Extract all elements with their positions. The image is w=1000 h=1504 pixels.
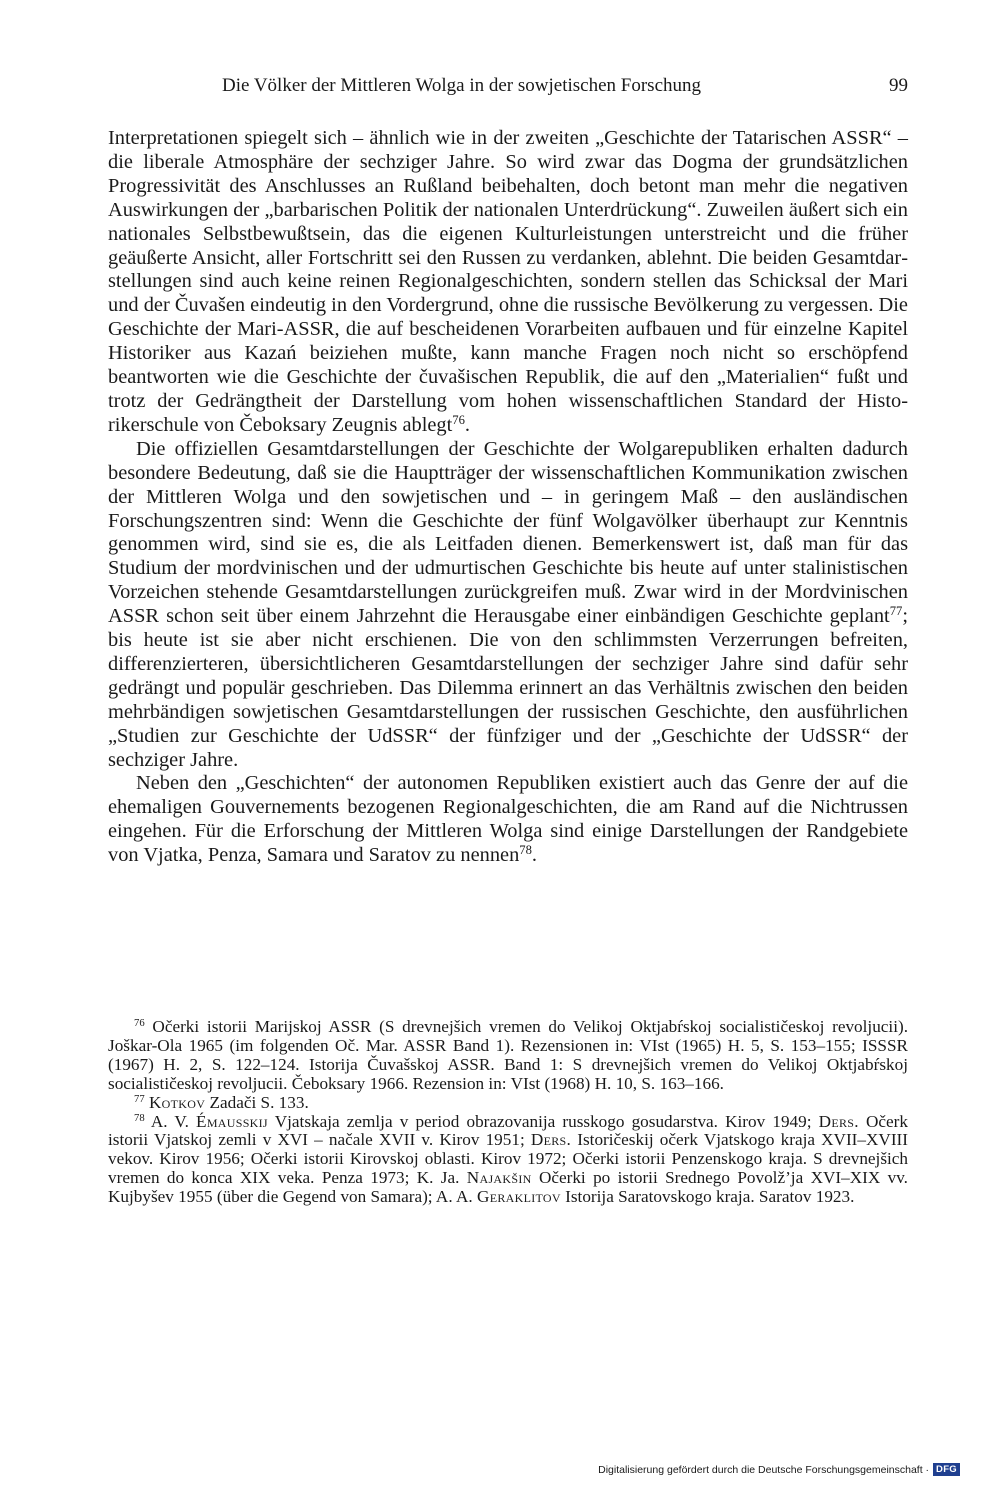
credit-text: Digitalisierung gefördert durch die Deutsche Forschungsgemeinschaft · (598, 1463, 930, 1476)
footnote-76 (108, 1018, 908, 1094)
footnote-number: 77 (134, 1093, 145, 1105)
paragraph-3-end: . (531, 844, 538, 867)
footnote-author: Ders. (530, 1130, 572, 1150)
footnote-text: Očerki po istorii Srednego Povolž’ja XVI–XIX vv. Kujbyšev 1955 (über die Gegend von Samara); A. A. (108, 1168, 908, 1207)
footnote-text: A. V. (150, 1111, 197, 1131)
running-title: Die Völker der Mittleren Wolga in der sowjetischen Forschung (222, 75, 701, 96)
paragraph-2 (108, 438, 908, 773)
footnote-text: Očerki istorii Marijskoj ASSR (S drevnejšich vremen do Velikoj Oktjabŕskoj socialističeskoj revoljucii). Joškar-Ola 1965 (im folgenden Oč. Mar. ASSR Band 1). Rezensionen in: VIst (1965) H. 5, S. 153–155; ISSSR (1967) H. 2, S. 122–124. Istorija Čuvašskoj ASSR. Band 1: S drevnejšich vremen do Velikoj Oktjabŕskoj socialističeskoj revoljucii. Čeboksary 1966. Rezension in: VIst (1968) H. 10, S. 163–166. (108, 1017, 908, 1093)
paragraph-2-text-a: Die offiziellen Gesamtdarstellungen der Geschichte der Wolgarepubliken erhalten dadurch besondere Bedeutung, daß sie die Hauptträger der wissenschaftlichen Kommunikation zwischen der Mittleren Wolga und den sowjetischen und – in geringem Maß – den ausländischen Forschungszentren sind: Wenn die Geschichte der fünf Wolgavölker überhaupt zur Kenntnis genommen wird, sind sie es, die als Leitfaden dienen. Bemerkenswert ist, daß man für das Studium der mordvinischen und der udmurtischen Geschichte bis heute auf unter stalinistischen Vorzeichen stehende Gesamtdarstellungen zurückgreifen muß. Zwar wird in der Mordvinischen ASSR schon seit über einem Jahrzehnt die Herausgabe einer einbändigen Geschichte geplant (108, 437, 908, 628)
digitization-credit (598, 1463, 960, 1476)
footnote-author: Najakšin (466, 1168, 532, 1188)
footnote-77 (108, 1094, 908, 1113)
footnote-author: Kotkov (148, 1092, 206, 1112)
paragraph-1 (108, 127, 908, 438)
footnote-text: Istoričeskij očerk Vjatskogo kraja XVII–XVIII vekov. Kirov 1956; Očerki istorii Kirovskoj oblasti. Kirov 1972; Očerki istorii Penzenskogo kraja. S drevnejšich vremen do konca XIX veka. Penza 1973; K. Ja. (108, 1130, 908, 1188)
footnote-78 (108, 1113, 908, 1208)
paragraph-1-text: Interpretationen spiegelt sich – ähnlich wie in der zweiten „Geschichte der Tatarischen ASSR“ – die liberale Atmosphäre der sechziger Jahre. So wird zwar das Dogma der grundsätzlichen Progressivität des Anschlusses an Rußland beibehalten, doch betont man mehr die negativen Auswirkungen der „barbarischen Politik der nationalen Unterdrückung“. Zuweilen äußert sich ein nationales Selbstbewußtsein, das die eigenen Kulturleistungen unterstreicht und die früher geäußerte Ansicht, aller Fortschritt sei den Russen zu verdanken, ablehnt. Die beiden Gesamtdarstellungen sind auch keine reinen Regionalgeschichten, sondern stellen das Schicksal der Mari und der Čuvašen eindeutig in den Vordergrund, ohne die russische Bevölkerung zu vergessen. Die Geschichte der Mari-ASSR, die auf bescheidenen Vorarbeiten aufbauen und für einzelne Kapitel Historiker aus Kazań beiziehen mußte, kann manche Fragen noch nicht so erschöpfend beantworten wie die Geschichte der čuvašischen Republik, die auf den „Materialien“ fußt und trotz der Gedrängtheit der Darstellung vom hohen wissenschaftlichen Standard der Historikerschule von Čeboksary Zeugnis ablegt (108, 127, 908, 436)
paragraph-3 (108, 772, 908, 868)
footnote-ref-76[interactable]: 76 (452, 412, 465, 427)
footnote-author: Geraklitov (476, 1187, 561, 1207)
footnote-text: Istorija Saratovskogo kraja. Saratov 1923. (560, 1187, 855, 1207)
paragraph-2-text-b: ; bis heute ist sie aber nicht erschienen. Die von den schlimmsten Verzerrungen befreiten, differenzierteren, übersichtlicheren Gesamtdarstellungen der sechziger Jahre sind dafür sehr gedrängt und populär geschrieben. Das Dilemma erinnert an das Verhältnis zwischen den beiden mehrbändigen sowjetischen Gesamtdarstellungen der russischen Geschichte, den ausführlichen „Studien zur Geschichte der UdSSR“ der fünfziger und der „Geschichte der UdSSR“ der sechziger Jahre. (108, 605, 908, 771)
paragraph-1-end: . (464, 413, 471, 436)
footnote-ref-77[interactable]: 77 (889, 604, 903, 619)
main-text (108, 127, 908, 868)
dfg-logo[interactable]: DFG (933, 1463, 960, 1476)
footnote-number: 78 (134, 1112, 145, 1124)
footnote-ref-78[interactable]: 78 (519, 843, 532, 858)
paragraph-3-text: Neben den „Geschichten“ der autonomen Republiken existiert auch das Genre der auf die ehemaligen Gouvernements bezogenen Regionalgeschichten, die am Rand auf die Nichtrussen eingehen. Für die Erforschung der Mittleren Wolga sind einige Darstellungen der Randgebiete von Vjatka, Penza, Samara und Saratov zu nennen (108, 772, 908, 867)
footnote-text: Zadači S. 133. (205, 1092, 309, 1112)
footnote-text: Očerk istorii Vjatskoj zemli v XVI – načale XVII v. Kirov 1951; (108, 1111, 908, 1150)
footnote-text: Vjatskaja zemlja v period obrazovanija russkogo gosudarstva. Kirov 1949; (267, 1111, 819, 1131)
footnotes (108, 1018, 908, 1207)
footnote-author: Émausskij (196, 1111, 268, 1131)
footnote-number: 76 (134, 1018, 145, 1030)
footnote-author: Ders. (818, 1111, 859, 1131)
page-number: 99 (889, 75, 908, 96)
